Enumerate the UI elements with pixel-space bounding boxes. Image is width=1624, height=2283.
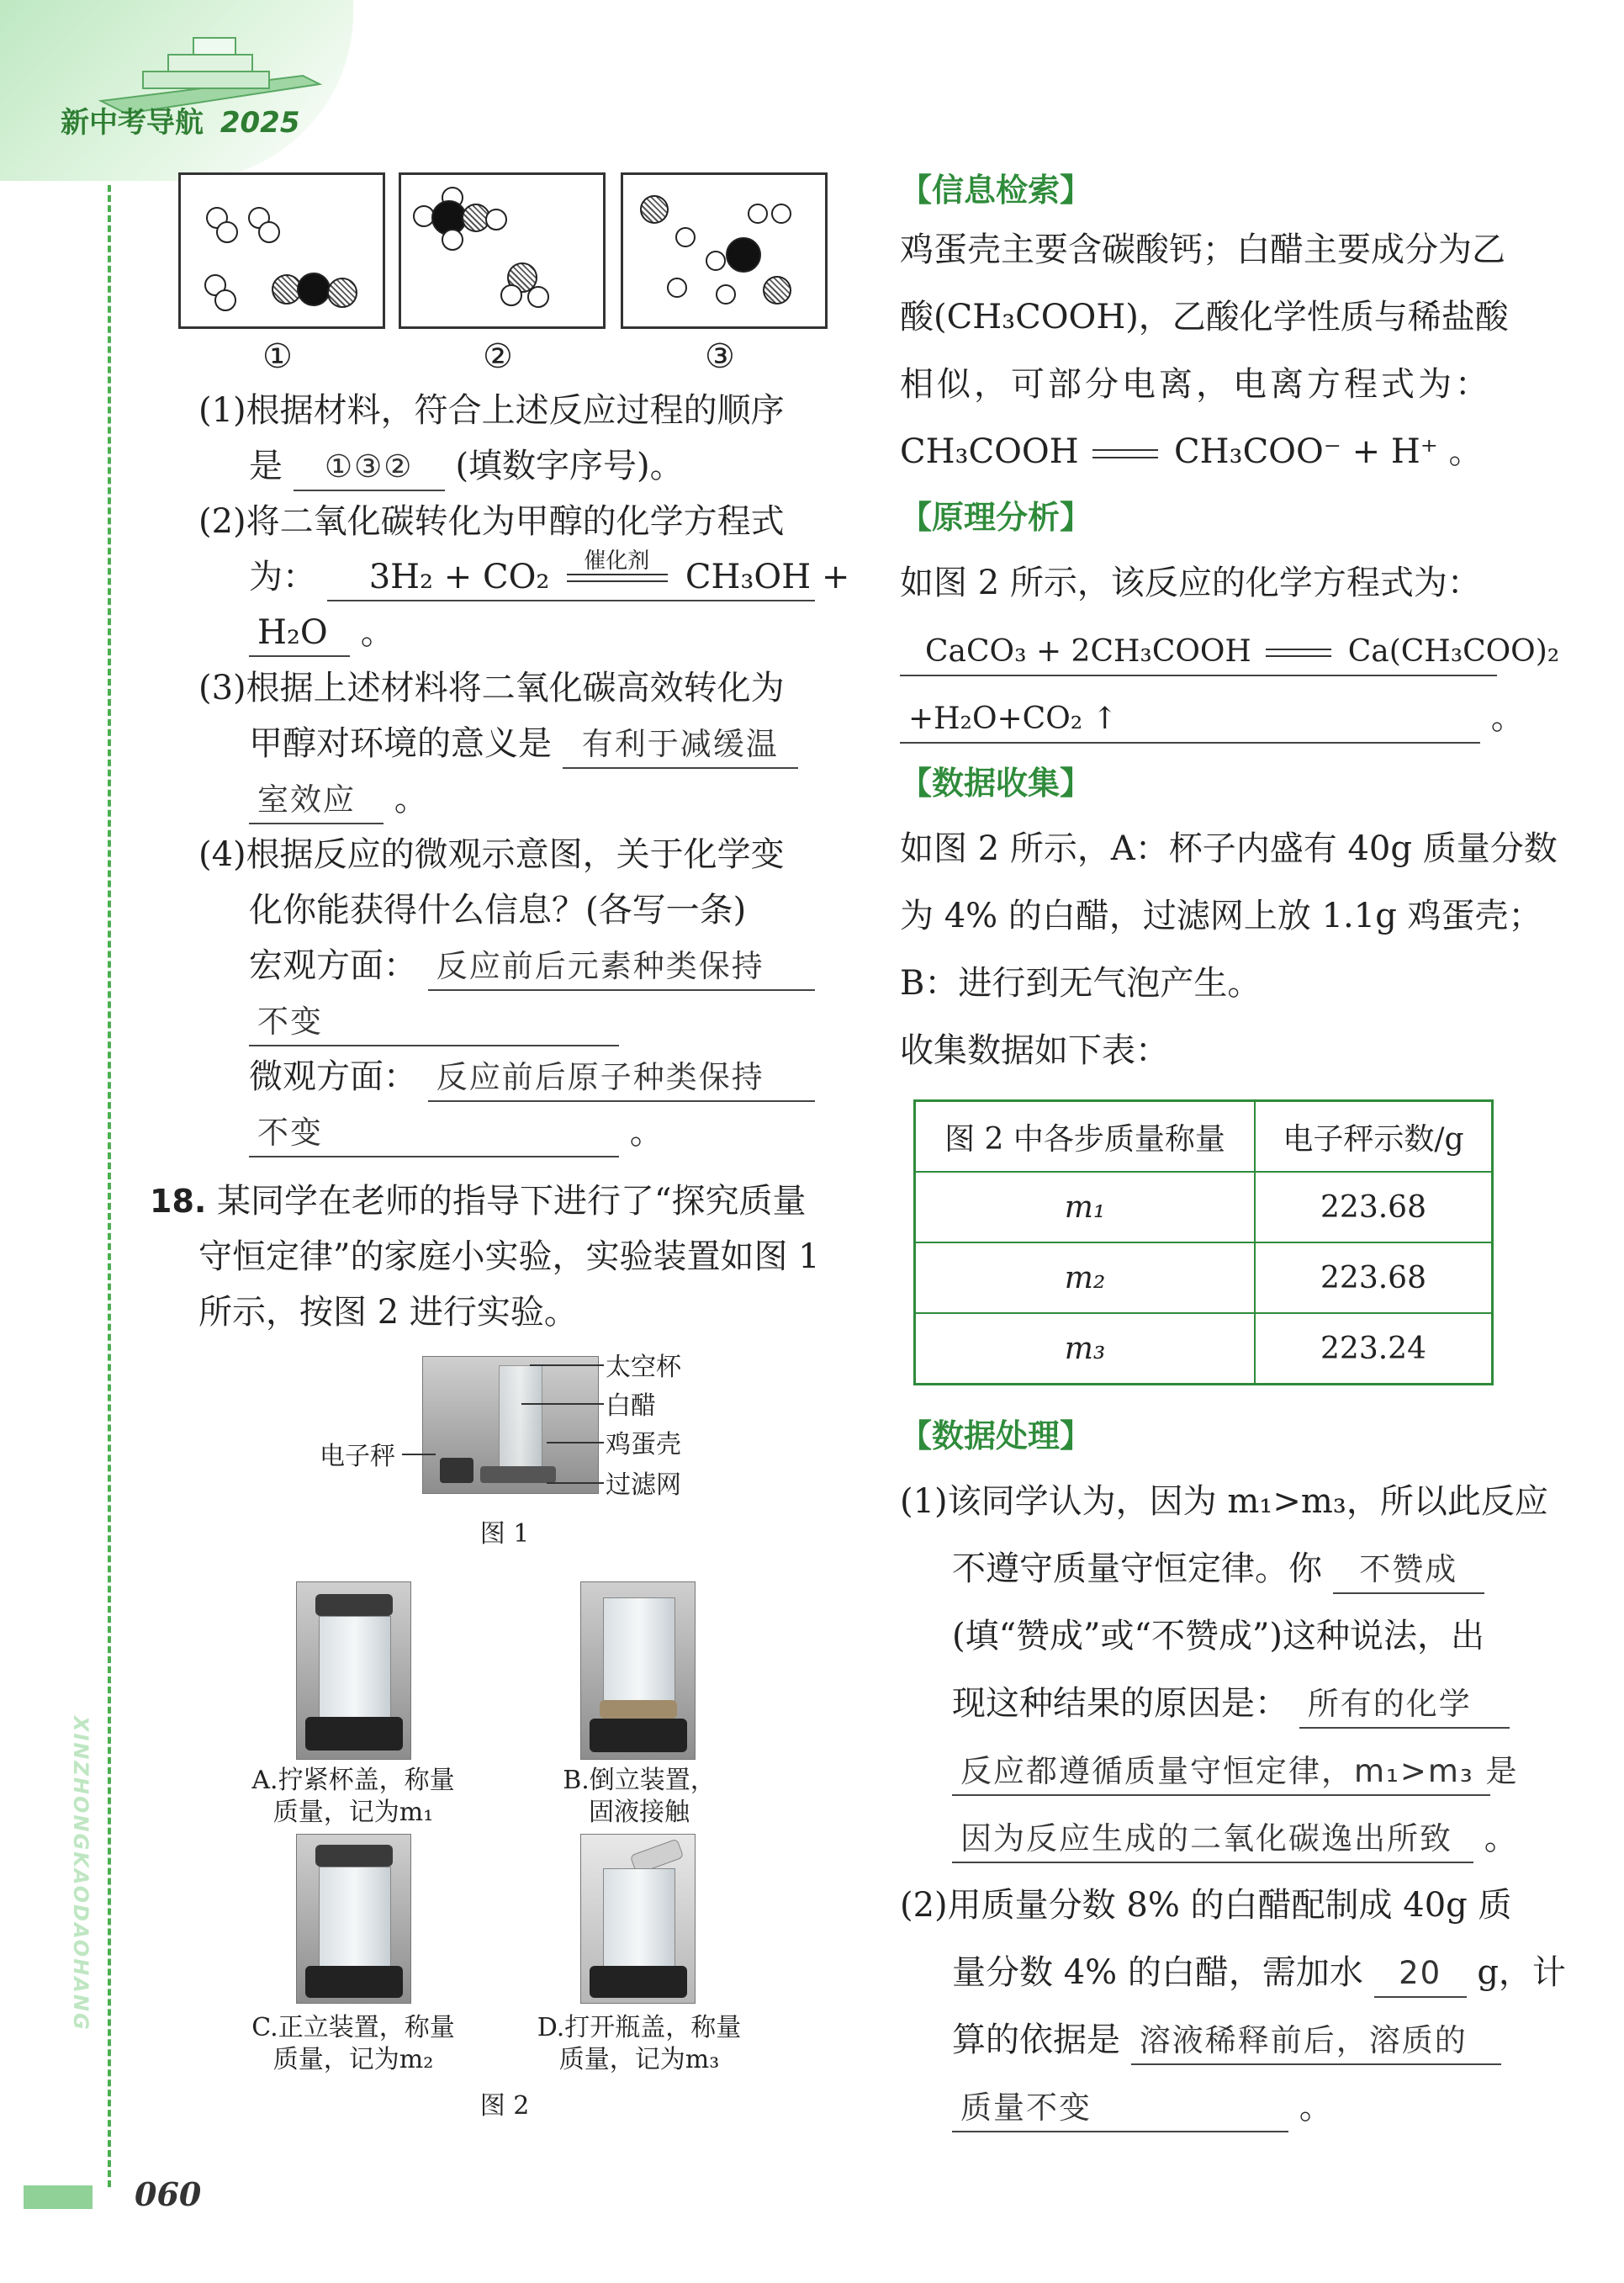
process-1-line-3: (填“赞成”或“不赞成”)这种说法，出 — [952, 1617, 1485, 1655]
table-row — [915, 1313, 1493, 1385]
table-row — [915, 1172, 1493, 1242]
q17-p3-answer-1: 有利于减缓温 — [563, 722, 798, 769]
q17-p4-line2: 化你能获得什么信息？(各写一条) — [249, 891, 747, 930]
process-2-answer-1: 20 — [1374, 1951, 1467, 1998]
reaction-label-1: ① — [262, 337, 293, 376]
process-2-answer-2b: 质量不变 — [952, 2085, 1288, 2132]
q17-p4-macro-answer-1: 反应前后元素种类保持 — [428, 944, 815, 991]
principle-equation-blank — [900, 629, 1560, 676]
process-1-end: 。 — [1484, 1819, 1518, 1857]
fig2-caption-c-2: 质量，记为m₂ — [272, 2045, 434, 2074]
fig2-caption-d-1: D.打开瓶盖，称量 — [537, 2013, 742, 2042]
q17-p1-pre: 是 — [249, 447, 283, 485]
fig1-label-vinegar: 白醋 — [606, 1391, 656, 1421]
q17-p4-macro-label: 宏观方面： — [249, 946, 417, 985]
fig2-caption-b-2: 固液接触 — [589, 1798, 690, 1827]
q17-p2-eq-right: CH₃OH + — [685, 558, 850, 596]
q17-p4-macro-cont — [198, 993, 821, 1049]
q17-p2-line3 — [198, 605, 821, 660]
process-1-line-6 — [900, 1804, 1539, 1872]
table-cell: m₁ — [915, 1172, 1256, 1242]
q17-p3-line2 — [198, 716, 821, 771]
table-row — [915, 1242, 1493, 1313]
fig2-caption-a — [227, 1765, 479, 1829]
principle-title: 【原理分析】 — [900, 499, 1092, 536]
fig2-photo-c — [296, 1834, 411, 2004]
table-cell: 223.68 — [1255, 1172, 1493, 1242]
collect-line-3: B：进行到无气泡产生。 — [900, 964, 1262, 1003]
process-1-pre: 不遵守质量守恒定律。你 — [952, 1549, 1322, 1588]
q18-number: 18. — [150, 1183, 207, 1220]
side-dashed-line — [108, 185, 111, 2187]
collect-line-1: 如图 2 所示，A：杯子内盛有 40g 质量分数 — [900, 829, 1558, 868]
principle-line-1: 如图 2 所示，该反应的化学方程式为： — [900, 564, 1481, 602]
q17-p4-macro-answer-2: 不变 — [249, 999, 619, 1046]
side-vertical-text: XINZHONGKAODAOHANG — [69, 1716, 93, 2031]
process-1-line-5 — [900, 1737, 1539, 1804]
reaction-box-3 — [621, 172, 828, 329]
process-2-line-3 — [900, 2006, 1539, 2074]
header-brand — [61, 99, 299, 140]
collect-line-4: 收集数据如下表： — [900, 1031, 1169, 1070]
reaction-box-1 — [178, 172, 385, 329]
table-header: 电子秤示数/g — [1255, 1101, 1493, 1173]
principle-eq-right: Ca(CH₃COO)₂ — [1347, 634, 1560, 669]
right-column — [900, 164, 1566, 2141]
fig2-caption-b — [513, 1765, 765, 1829]
process-1-line-1: (1)该同学认为，因为 m₁>m₃，所以此反应 — [900, 1482, 1548, 1521]
process-2-post: g，计 — [1477, 1953, 1566, 1992]
table-cell: 223.24 — [1255, 1313, 1493, 1385]
footer-bar — [24, 2185, 93, 2209]
ionization-left: CH₃COOH — [900, 432, 1079, 471]
q17-p1-answer: ①③② — [294, 444, 445, 491]
table-header: 图 2 中各步质量称量 — [915, 1101, 1256, 1173]
q17-p4-end: 。 — [629, 1113, 664, 1152]
info-line-1: 鸡蛋壳主要含碳酸钙；白醋主要成分为乙 — [900, 230, 1505, 269]
fig2-photo-d — [580, 1834, 696, 2004]
q17-p2-line2 — [198, 548, 850, 605]
equals-sign — [567, 548, 668, 592]
q17-p1-line2 — [198, 438, 821, 494]
q17-p3-line1: (3)根据上述材料将二氧化碳高效转化为 — [198, 669, 785, 707]
info-line-2: 酸(CH₃COOH)，乙酸化学性质与稀盐酸 — [900, 298, 1509, 336]
fig2-caption: 图 2 — [479, 2091, 530, 2121]
ionization-end: 。 — [1448, 432, 1483, 471]
info-line-3: 相似，可部分电离，电离方程式为： — [900, 365, 1492, 404]
info-line-4 — [900, 418, 1539, 485]
fig1-label-eggshell: 鸡蛋壳 — [606, 1430, 681, 1459]
reaction-label-2: ② — [483, 337, 513, 376]
q17-p4-macro — [198, 938, 821, 993]
page-number: 060 — [135, 2175, 202, 2213]
brand-text: 新中考导航 — [61, 106, 204, 140]
reaction-label-3: ③ — [705, 337, 735, 376]
q18-text-1: 某同学在老师的指导下进行了“探究质量 — [217, 1182, 807, 1221]
process-2-line-4 — [900, 2074, 1539, 2141]
collect-line-2: 为 4% 的白醋，过滤网上放 1.1g 鸡蛋壳； — [900, 897, 1542, 935]
q18-line3: 所示，按图 2 进行实验。 — [198, 1293, 578, 1332]
fig2-photo-b — [580, 1581, 696, 1760]
q17-p2-line1: (2)将二氧化碳转化为甲醇的化学方程式 — [198, 502, 785, 541]
process-2-end: 。 — [1299, 2088, 1333, 2127]
q17-p3-answer-2: 室效应 — [249, 777, 384, 824]
equilibrium-arrow-icon — [1092, 446, 1160, 463]
q17-p3-pre: 甲醇对环境的意义是 — [249, 724, 552, 763]
process-2-line-1: (2)用质量分数 8% 的白醋配制成 40g 质 — [900, 1886, 1512, 1925]
q17-p2-end: 。 — [360, 613, 394, 652]
q18-line2: 守恒定律”的家庭小实验，实验装置如图 1 — [198, 1237, 820, 1276]
fig1-caption: 图 1 — [479, 1519, 530, 1549]
collect-title: 【数据收集】 — [900, 765, 1092, 802]
table-cell: m₃ — [915, 1313, 1256, 1385]
q17-p2-eq-cont: H₂O — [249, 610, 350, 657]
q18-line1 — [150, 1173, 823, 1229]
process-2-basis-pre: 算的依据是 — [952, 2021, 1120, 2059]
info-title: 【信息检索】 — [900, 172, 1092, 209]
q17-p4-micro-label: 微观方面： — [249, 1057, 417, 1096]
process-1-line-4 — [900, 1670, 1539, 1737]
process-1-reason-pre: 现这种结果的原因是： — [952, 1684, 1288, 1723]
process-1-answer-1: 不赞成 — [1333, 1547, 1484, 1594]
principle-end: 。 — [1490, 698, 1525, 737]
q17-p2-eq-left: 3H₂ + CO₂ — [368, 558, 550, 596]
principle-equation — [900, 617, 1560, 684]
fig2-caption-c — [227, 2012, 479, 2076]
process-2-pre: 量分数 4% 的白醋，需加水 — [952, 1953, 1363, 1992]
q17-p4-line1: (4)根据反应的微观示意图，关于化学变 — [198, 835, 785, 874]
process-1-answer-2c: 因为反应生成的二氧化碳逸出所致 — [952, 1816, 1473, 1863]
fig2-caption-b-1: B.倒立装置， — [563, 1766, 716, 1795]
q17-p1-post: (填数字序号)。 — [455, 447, 684, 485]
q17-p4-micro-answer-2: 不变 — [249, 1110, 619, 1157]
process-1-answer-2a: 所有的化学 — [1299, 1682, 1510, 1729]
fig2-caption-a-1: A.拧紧杯盖，称量 — [251, 1766, 455, 1795]
table-cell: 223.68 — [1255, 1242, 1493, 1313]
fig2-photo-a — [296, 1581, 411, 1760]
process-title: 【数据处理】 — [900, 1417, 1092, 1454]
fig2-caption-d-2: 质量，记为m₃ — [558, 2045, 720, 2074]
equals-sign-2 — [1266, 645, 1333, 662]
fig1-label-cup: 太空杯 — [606, 1353, 681, 1382]
q17-p3-end: 。 — [394, 780, 428, 818]
principle-equation-cont — [900, 684, 1539, 751]
q17-p4-micro-cont — [198, 1104, 821, 1160]
q17-p4-micro-answer-1: 反应前后原子种类保持 — [428, 1055, 815, 1102]
principle-eq-cont: +H₂O+CO₂ ↑ — [900, 697, 1480, 744]
process-2-line-2 — [900, 1939, 1566, 2006]
reaction-box-2 — [399, 172, 606, 329]
reaction-diagram — [178, 172, 826, 376]
q18-section — [150, 1173, 823, 1340]
q17-p2-catalyst: 催化剂 — [584, 548, 650, 574]
process-1-line-2 — [900, 1535, 1539, 1602]
fig2-caption-c-1: C.正立装置，称量 — [251, 2013, 455, 2042]
q17-p1-line1: (1)根据材料，符合上述反应过程的顺序 — [198, 391, 785, 430]
fig2-caption-d — [513, 2012, 765, 2076]
fig1-label-filter: 过滤网 — [606, 1470, 681, 1500]
q17-p3-line3 — [198, 771, 821, 827]
table-header-row — [915, 1101, 1493, 1173]
process-1-answer-2b: 反应都遵循质量守恒定律，m₁>m₃ 是 — [952, 1749, 1490, 1796]
fig2-caption-a-2: 质量，记为m₁ — [272, 1798, 434, 1827]
figure1-photo — [422, 1356, 599, 1494]
q17-p2-equation — [327, 548, 850, 601]
table-cell: m₂ — [915, 1242, 1256, 1313]
process-2-answer-2a: 溶液稀释前后，溶质的 — [1131, 2018, 1501, 2065]
principle-eq-left: CaCO₃ + 2CH₃COOH — [925, 634, 1251, 669]
q17-p4-micro — [198, 1049, 821, 1104]
q17-p2-pre: 为： — [249, 558, 316, 596]
fig1-label-scale: 电子秤 — [320, 1442, 395, 1471]
ionization-right: CH₃COO⁻ + H⁺ — [1174, 432, 1438, 471]
q17-section — [198, 383, 850, 1160]
brand-year: 2025 — [220, 106, 300, 140]
data-table — [913, 1099, 1494, 1385]
